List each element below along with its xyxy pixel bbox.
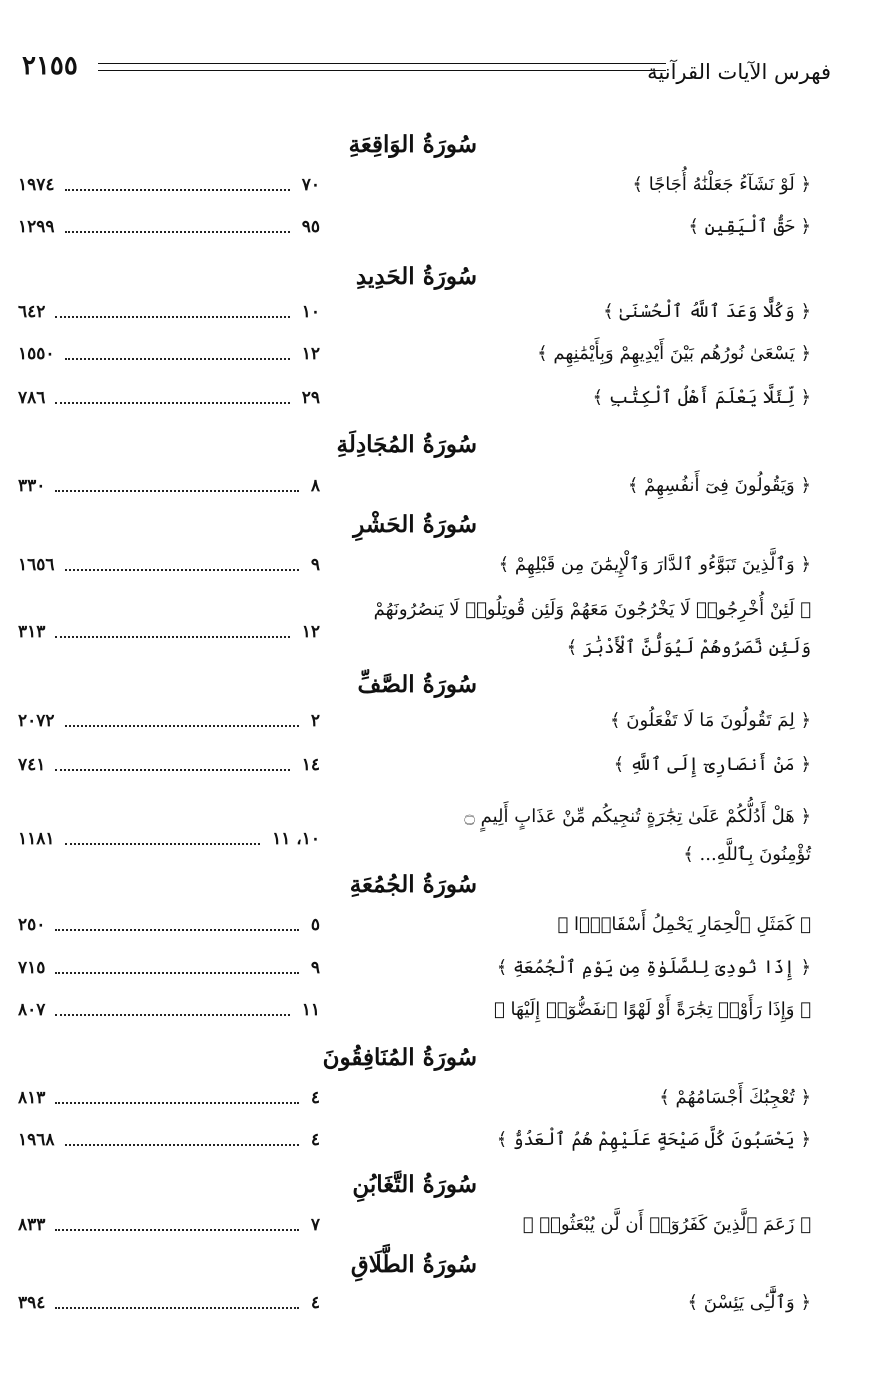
page-reference: ٢٥٠ (18, 915, 46, 935)
surah-heading: سُورَةُ الوَاقِعَةِ (348, 131, 477, 158)
surah-heading: سُورَةُ المُجَادِلَةِ (336, 431, 477, 458)
dotted-leader (65, 569, 299, 571)
index-reference (18, 997, 320, 1023)
verse-text: ﴿ يَسْعَىٰ نُورُهُم بَيْنَ أَيْدِيهِمْ وَبِأَيْمَٰنِهِم ﴾ (537, 343, 811, 364)
verse-text: ﴿ وَإِذَا رَأَوْا۟ تِجَٰرَةً أَوْ لَهْوًا ٱنفَضُّوٓا۟ إِلَيْهَا ﴾ (494, 999, 811, 1020)
index-reference (18, 1212, 320, 1238)
verse-text: ﴿ لِمَ تَقُولُونَ مَا لَا تَفْعَلُونَ ﴾ (610, 710, 811, 731)
surah-heading: سُورَةُ التَّغَابُنِ (352, 1171, 477, 1198)
verse-number: ١٢ (301, 622, 320, 642)
verse-number: ٩٥ (301, 217, 320, 237)
index-reference (18, 299, 320, 325)
verse-number: ٥ (310, 915, 320, 935)
verse-number: ٢ (310, 711, 320, 731)
page-reference: ٧١٥ (18, 958, 46, 978)
dotted-leader (55, 769, 289, 771)
verse-text: ﴿ إِذَا نُودِىَ لِلصَّلَوٰةِ مِن يَوْمِ ٱلْجُمُعَةِ ﴾ (496, 957, 811, 978)
page-reference: ١٥٥٠ (18, 344, 55, 364)
page-reference: ٨٣٣ (18, 1215, 46, 1235)
verse-number: ١٠، ١١ (272, 829, 320, 849)
index-reference (18, 752, 320, 778)
page-reference: ٨١٣ (18, 1088, 46, 1108)
dotted-leader (65, 358, 290, 360)
running-title: فهرس الآيات القرآنية (647, 60, 831, 84)
page-reference: ٦٤٢ (18, 302, 46, 322)
page-reference: ١٢٩٩ (18, 217, 55, 237)
verse-text: ﴿ زَعَمَ ٱلَّذِينَ كَفَرُوٓا۟ أَن لَّن يُبْعَثُوا۟ ﴾ (522, 1214, 811, 1235)
index-reference (18, 955, 320, 981)
index-reference (18, 172, 320, 198)
page-reference: ٣٩٤ (18, 1293, 46, 1313)
verse-number: ٩ (310, 555, 320, 575)
surah-heading: سُورَةُ الحَشْرِ (353, 511, 477, 538)
verse-number: ١٢ (301, 344, 320, 364)
verse-text: ﴿ حَقُّ ٱلْيَقِينِ ﴾ (688, 216, 811, 237)
dotted-leader (55, 1307, 298, 1309)
verse-number: ١٠ (301, 302, 320, 322)
page-reference: ٣٣٠ (18, 476, 46, 496)
header-rule-bottom (98, 70, 666, 71)
dotted-leader (55, 1229, 298, 1231)
surah-heading: سُورَةُ الجُمُعَةِ (349, 871, 477, 898)
verse-text: ﴿ تُعْجِبُكَ أَجْسَامُهُمْ ﴾ (659, 1087, 811, 1108)
dotted-leader (55, 972, 298, 974)
header-rule-top (98, 63, 666, 64)
index-reference (18, 473, 320, 499)
page-reference: ١٩٧٤ (18, 175, 55, 195)
dotted-leader (65, 231, 290, 233)
page-reference: ٢٠٧٢ (18, 711, 55, 731)
page-reference: ٨٠٧ (18, 1000, 46, 1020)
verse-number: ٧٠ (301, 175, 320, 195)
index-reference (18, 1290, 320, 1316)
index-reference (18, 1085, 320, 1111)
dotted-leader (55, 636, 289, 638)
surah-heading: سُورَةُ المُنَافِقُونَ (322, 1044, 477, 1071)
dotted-leader (65, 843, 261, 845)
verse-number: ٤ (310, 1293, 320, 1313)
page-reference: ٧٨٦ (18, 388, 46, 408)
verse-number: ١٤ (301, 755, 320, 775)
surah-heading: سُورَةُ الصَّفِّ (357, 671, 477, 698)
dotted-leader (55, 316, 289, 318)
verse-text: ﴿ لَوْ نَشَآءُ جَعَلْنَٰهُ أُجَاجًا ﴾ (632, 174, 811, 195)
index-reference (18, 341, 320, 367)
page-reference: ١٩٦٨ (18, 1130, 55, 1150)
verse-number: ٩ (310, 958, 320, 978)
page-reference: ١١٨١ (18, 829, 55, 849)
verse-text: ﴿ وَٱلَّٰٓـِٔى يَئِسْنَ ﴾ (687, 1292, 811, 1313)
verse-text: تُؤْمِنُونَ بِٱللَّهِ... ﴾ (683, 844, 811, 865)
verse-text: ﴿ يَحْسَبُونَ كُلَّ صَيْحَةٍ عَلَيْهِمْ هُمُ ٱلْعَدُوُّ ﴾ (496, 1129, 811, 1150)
dotted-leader (65, 189, 290, 191)
page-reference: ٧٤١ (18, 755, 46, 775)
index-reference (18, 385, 320, 411)
index-reference (18, 619, 320, 645)
verse-text: ﴿ وَيَقُولُونَ فِىٓ أَنفُسِهِمْ ﴾ (627, 475, 811, 496)
verse-text: ﴿ وَكُلًّا وَعَدَ ٱللَّهُ ٱلْحُسْنَىٰ ﴾ (603, 301, 811, 322)
dotted-leader (65, 1144, 299, 1146)
index-reference (18, 708, 320, 734)
dotted-leader (65, 725, 299, 727)
dotted-leader (55, 1014, 289, 1016)
verse-text: ﴿ لِّئَلَّا يَعْلَمَ أَهْلُ ٱلْكِتَٰبِ ﴾ (592, 387, 811, 408)
verse-number: ٢٩ (301, 388, 320, 408)
index-reference (18, 214, 320, 240)
verse-text: ﴿ هَلْ أَدُلُّكُمْ عَلَىٰ تِجَٰرَةٍ تُنجِيكُم مِّنْ عَذَابٍ أَلِيمٍ ۝ (464, 806, 811, 827)
verse-text: ﴿ لَئِنْ أُخْرِجُوا۟ لَا يَخْرُجُونَ مَعَهُمْ وَلَئِن قُوتِلُوا۟ لَا يَنصُرُونَهُمْ (373, 599, 811, 620)
verse-number: ٤ (310, 1088, 320, 1108)
index-reference (18, 826, 320, 852)
dotted-leader (55, 929, 298, 931)
verse-text: وَلَئِن نَّصَرُوهُمْ لَيُوَلُّنَّ ٱلْأَدْبَٰرَ ﴾ (566, 637, 811, 658)
verse-number: ٧ (310, 1215, 320, 1235)
verse-text: ﴿ مَنْ أَنصَارِىٓ إِلَى ٱللَّهِ ﴾ (613, 754, 811, 775)
verse-number: ١١ (301, 1000, 320, 1020)
verse-text: ﴿ كَمَثَلِ ٱلْحِمَارِ يَحْمِلُ أَسْفَارًۢا ﴾ (557, 914, 811, 935)
dotted-leader (55, 490, 298, 492)
surah-heading: سُورَةُ الحَدِيدِ (355, 263, 477, 290)
page-reference: ١٦٥٦ (18, 555, 55, 575)
surah-heading: سُورَةُ الطَّلَاقِ (350, 1251, 477, 1278)
dotted-leader (55, 402, 289, 404)
index-reference (18, 912, 320, 938)
page-reference: ٣١٣ (18, 622, 46, 642)
index-reference (18, 552, 320, 578)
verse-text: ﴿ وَٱلَّذِينَ تَبَوَّءُو ٱلدَّارَ وَٱلْإِيمَٰنَ مِن قَبْلِهِمْ ﴾ (498, 554, 811, 575)
index-reference (18, 1127, 320, 1153)
dotted-leader (55, 1102, 298, 1104)
verse-number: ٤ (310, 1130, 320, 1150)
page-number: ٢١٥٥ (22, 51, 78, 81)
verse-number: ٨ (310, 476, 320, 496)
